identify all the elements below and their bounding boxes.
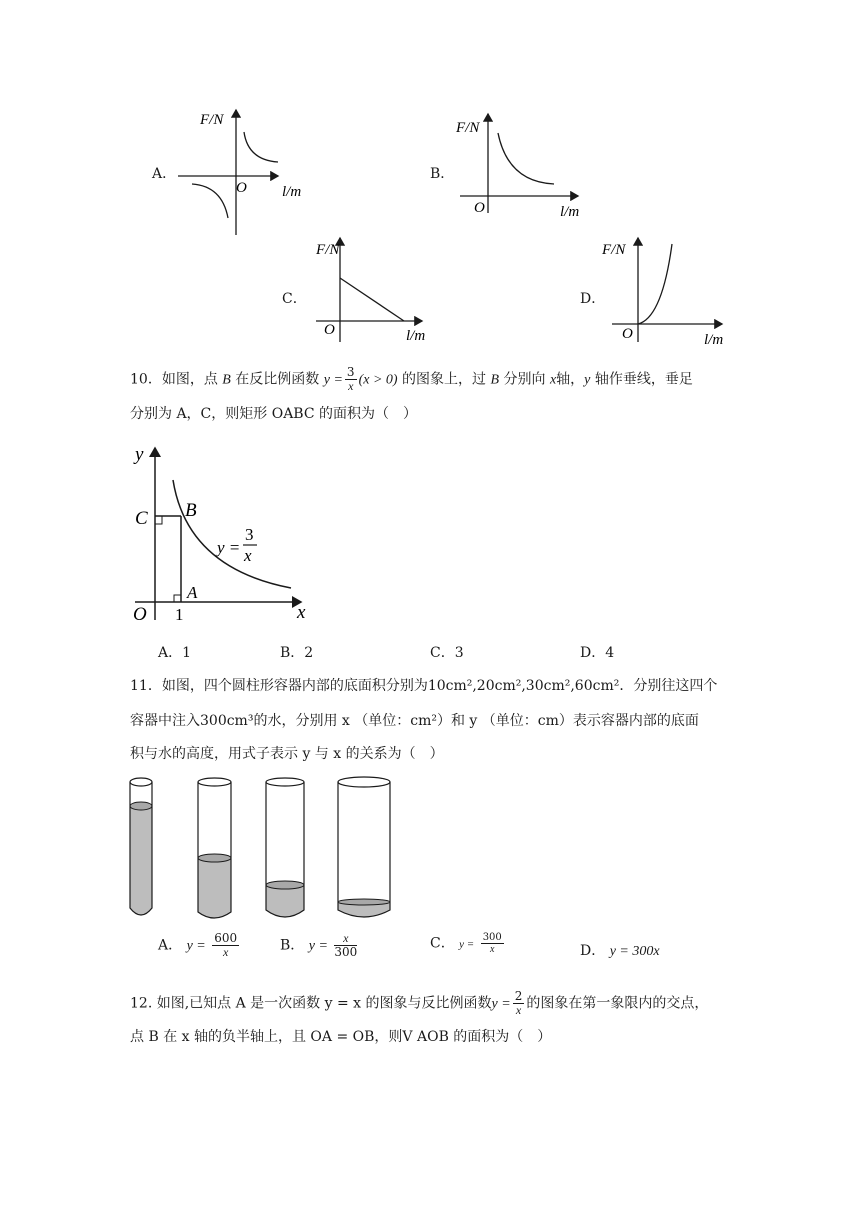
graph-d [598,232,748,350]
tick-1-label: 1 [175,605,184,624]
cylinder-2 [198,778,231,918]
graph-b [450,108,610,228]
x-axis-label: l/m [704,332,724,348]
x-axis-label: l/m [560,204,580,220]
origin-label: O [133,604,147,625]
q11-option-b: B． y = $\frac{x}{300}$ [280,931,358,959]
origin-label: O [622,326,633,342]
line-graph [340,278,404,321]
graph-a [170,100,330,240]
q10-option-a: A．1 [158,645,192,661]
q11-option-d: D． y = 300x [580,943,660,959]
graph-c [300,232,460,350]
question-11-line-1: 11．如图，四个圆柱形容器内部的底面积分别为10cm²,20cm²,30cm²,60cm²．分别往这四个 [130,678,718,694]
hyperbola-branch [498,133,554,184]
y-axis-label: F/N [456,120,480,136]
origin-label: O [324,322,335,338]
q11-option-a: A． y = $\frac{600}{x}$ [158,931,238,959]
figure-q11-cylinders [120,770,400,930]
fraction-3-over-x: $\frac{3}{x}$ [346,365,355,393]
y-label: y [135,444,144,465]
point-b-label: B [185,500,197,521]
origin-label: O [474,200,485,216]
q10-option-d: D．4 [580,645,615,661]
y-axis-label: F/N [316,242,340,258]
q11-option-c: C． y = $\frac{300}{x}$ [430,932,502,955]
right-angle-c [155,516,162,524]
question-10-line-2: 分别为 A，C，则矩形 OABC 的面积为（ ） [130,406,418,422]
origin-label: O [236,180,247,196]
cylinder-3 [266,778,304,917]
parabola-graph [638,244,672,324]
question-12-line-2: 点 B 在 x 轴的负半轴上，且 OA = OB，则V AOB 的面积为（ ） [130,1029,552,1045]
x-label: x [297,602,306,623]
y-axis-label: F/N [602,242,626,258]
cylinder-1 [130,778,152,915]
hyperbola-branch-1 [244,132,278,162]
equation-numerator: 3 [245,525,254,544]
option-d-label: D． [580,291,606,307]
equation-lhs: y = [217,538,241,557]
x-axis-label: l/m [282,184,302,200]
point-a-label: A [187,583,198,602]
q10-option-b: B．2 [280,645,314,661]
cylinder-4 [338,777,390,917]
equation-denominator: x [244,546,252,565]
x-axis-label: l/m [406,328,426,344]
question-11-line-2: 容器中注入300cm³的水，分别用 x （单位：cm²）和 y （单位：cm）表示容器内部的底面 [130,713,699,729]
option-a-label: A． [152,166,177,182]
point-c-label: C [135,508,148,529]
question-10-line-1: 10．如图，点 B 在反比例函数 y = $\frac{3}{x}$ (x > 0) 的图象上，过 B 分别向 x轴，y 轴作垂线，垂足 [130,365,693,393]
q10-option-c: C．3 [430,645,464,661]
question-12-line-1: 12. 如图,已知点 A 是一次函数 y = x 的图象与反比例函数y = $\frac{2}{x}$ 的图象在第一象限内的交点， [130,989,709,1017]
y-axis-label: F/N [200,112,224,128]
right-angle-a [174,595,181,602]
hyperbola-curve [173,480,291,588]
figure-q10 [125,440,315,625]
question-11-line-3: 积与水的高度，用式子表示 y 与 x 的关系为（ ） [130,746,444,762]
hyperbola-branch-3 [192,184,228,218]
option-c-label: C． [282,291,307,307]
option-b-label: B． [430,166,455,182]
